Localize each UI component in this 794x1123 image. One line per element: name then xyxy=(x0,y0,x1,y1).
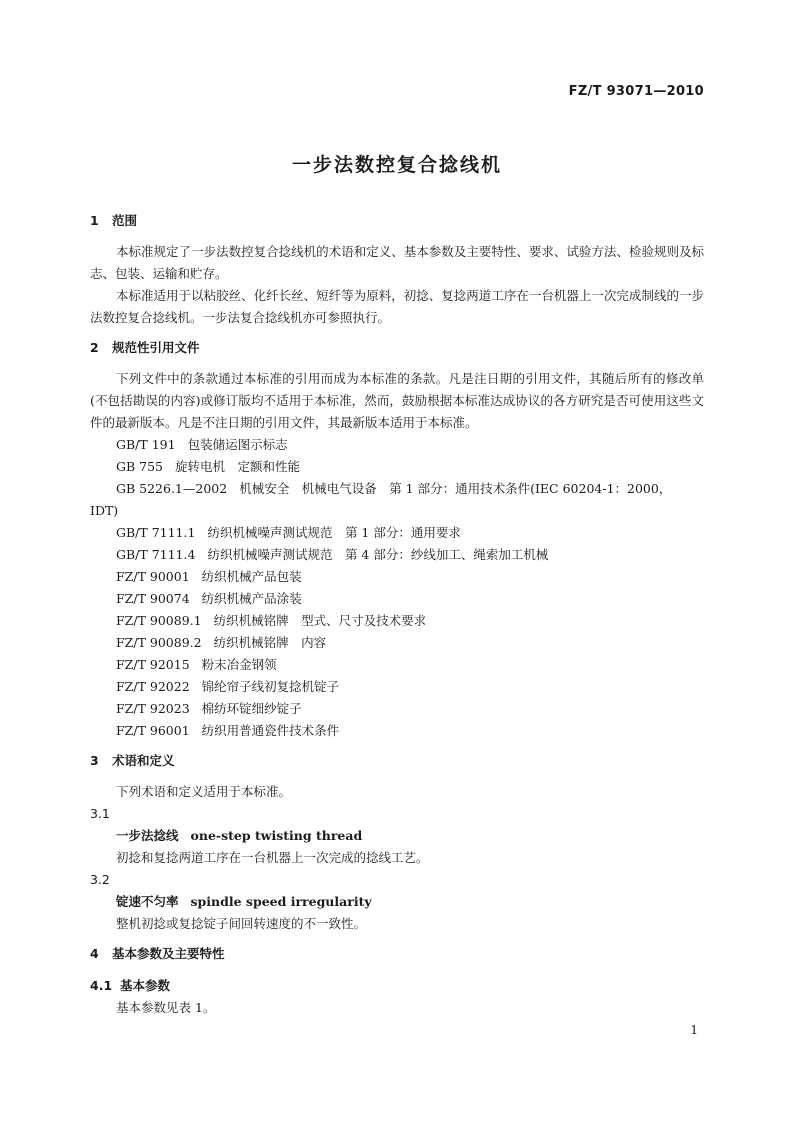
reference-code: FZ/T 90089.1 xyxy=(116,613,202,628)
standard-code: FZ/T 93071—2010 xyxy=(568,84,704,99)
section-heading xyxy=(90,943,704,965)
subsection-number: 4.1 xyxy=(90,978,113,993)
subsection-heading xyxy=(90,975,704,997)
term-number: 3.2 xyxy=(90,872,110,887)
reference-title: 旋转电机 定额和性能 xyxy=(175,459,301,474)
reference-code: FZ/T 90074 xyxy=(116,591,190,606)
reference-continuation: IDT) xyxy=(90,503,119,518)
reference-code: FZ/T 92015 xyxy=(116,657,190,672)
document-title: 一步法数控复合捻线机 xyxy=(291,154,502,176)
reference-item xyxy=(90,456,704,478)
reference-title: 锦纶帘子线初复捻机锭子 xyxy=(201,679,340,694)
reference-title: 机械安全 机械电气设备 第 1 部分：通用技术条件(IEC 60204-1：2000， xyxy=(239,481,672,496)
reference-item xyxy=(90,478,704,500)
term-number: 3.1 xyxy=(90,806,110,821)
term-definition: 初捻和复捻两道工序在一台机器上一次完成的捻线工艺。 xyxy=(116,850,429,865)
reference-title: 纺织机械铭牌 型式、尺寸及技术要求 xyxy=(213,613,427,628)
term-english: spindle speed irregularity xyxy=(190,894,372,909)
reference-item xyxy=(90,566,704,588)
reference-code: GB 5226.1—2002 xyxy=(116,481,228,496)
reference-code: FZ/T 90001 xyxy=(116,569,190,584)
paragraph: 基本参数见表 1。 xyxy=(116,1000,216,1015)
reference-code: FZ/T 92023 xyxy=(116,701,190,716)
term-english: one-step twisting thread xyxy=(190,828,363,843)
term-chinese: 一步法捻线 xyxy=(116,828,179,843)
reference-code: FZ/T 92022 xyxy=(116,679,190,694)
reference-item xyxy=(90,588,704,610)
section-number: 2 xyxy=(90,340,99,355)
paragraph: 下列文件中的条款通过本标准的引用而成为本标准的条款。凡是注日期的引用文件，其随后所有的修改单(不包括勘误的内容)或修订版均不适用于本标准，然而，鼓励根据本标准达成协议的各方研究是否可使用这些文件的最新版本。凡是不注日期的引用文件，其最新版本适用于本标准。 xyxy=(90,371,704,430)
reference-title: 纺织机械产品涂装 xyxy=(201,591,302,606)
reference-item xyxy=(90,676,704,698)
reference-item xyxy=(90,544,704,566)
paragraph: 下列术语和定义适用于本标准。 xyxy=(116,784,292,799)
reference-item xyxy=(90,434,704,456)
subsection-title: 基本参数 xyxy=(120,978,171,993)
reference-title: 纺织机械噪声测试规范 第 1 部分：通用要求 xyxy=(207,525,461,540)
term-chinese: 锭速不匀率 xyxy=(116,894,179,909)
section-number: 4 xyxy=(90,946,99,961)
section-heading xyxy=(90,337,704,359)
reference-item xyxy=(90,522,704,544)
reference-code: FZ/T 90089.2 xyxy=(116,635,202,650)
reference-item xyxy=(90,632,704,654)
section-title: 规范性引用文件 xyxy=(112,340,200,355)
reference-code: FZ/T 96001 xyxy=(116,723,190,738)
term-entry xyxy=(90,891,704,913)
term-entry xyxy=(90,825,704,847)
reference-title: 包装储运图示标志 xyxy=(187,437,288,452)
section-heading xyxy=(90,210,704,232)
reference-item xyxy=(90,654,704,676)
reference-title: 纺织机械铭牌 内容 xyxy=(213,635,327,650)
document-body xyxy=(90,210,704,1019)
section-heading xyxy=(90,750,704,772)
section-title: 术语和定义 xyxy=(112,753,175,768)
reference-code: GB 755 xyxy=(116,459,164,474)
reference-code: GB/T 7111.1 xyxy=(116,525,196,540)
reference-item xyxy=(90,610,704,632)
section-number: 1 xyxy=(90,213,99,228)
reference-title: 纺织机械噪声测试规范 第 4 部分：纱线加工、绳索加工机械 xyxy=(207,547,549,562)
reference-title: 纺织用普通瓷件技术条件 xyxy=(201,723,340,738)
paragraph: 本标准适用于以粘胶丝、化纤长丝、短纤等为原料，初捻、复捻两道工序在一台机器上一次完成制线的一步法数控复合捻线机。一步法复合捻线机亦可参照执行。 xyxy=(90,288,704,325)
reference-title: 粉末冶金钢领 xyxy=(201,657,277,672)
reference-title: 棉纺环锭细纱锭子 xyxy=(201,701,302,716)
reference-code: GB/T 191 xyxy=(116,437,176,452)
reference-item xyxy=(90,698,704,720)
reference-code: GB/T 7111.4 xyxy=(116,547,196,562)
reference-title: 纺织机械产品包装 xyxy=(201,569,302,584)
section-number: 3 xyxy=(90,753,99,768)
section-title: 范围 xyxy=(112,213,138,228)
reference-item xyxy=(90,720,704,742)
section-title: 基本参数及主要特性 xyxy=(112,946,225,961)
page-number: 1 xyxy=(690,1023,698,1037)
term-definition: 整机初捻或复捻锭子间回转速度的不一致性。 xyxy=(116,916,367,931)
paragraph: 本标准规定了一步法数控复合捻线机的术语和定义、基本参数及主要特性、要求、试验方法、检验规则及标志、包装、运输和贮存。 xyxy=(90,244,704,281)
